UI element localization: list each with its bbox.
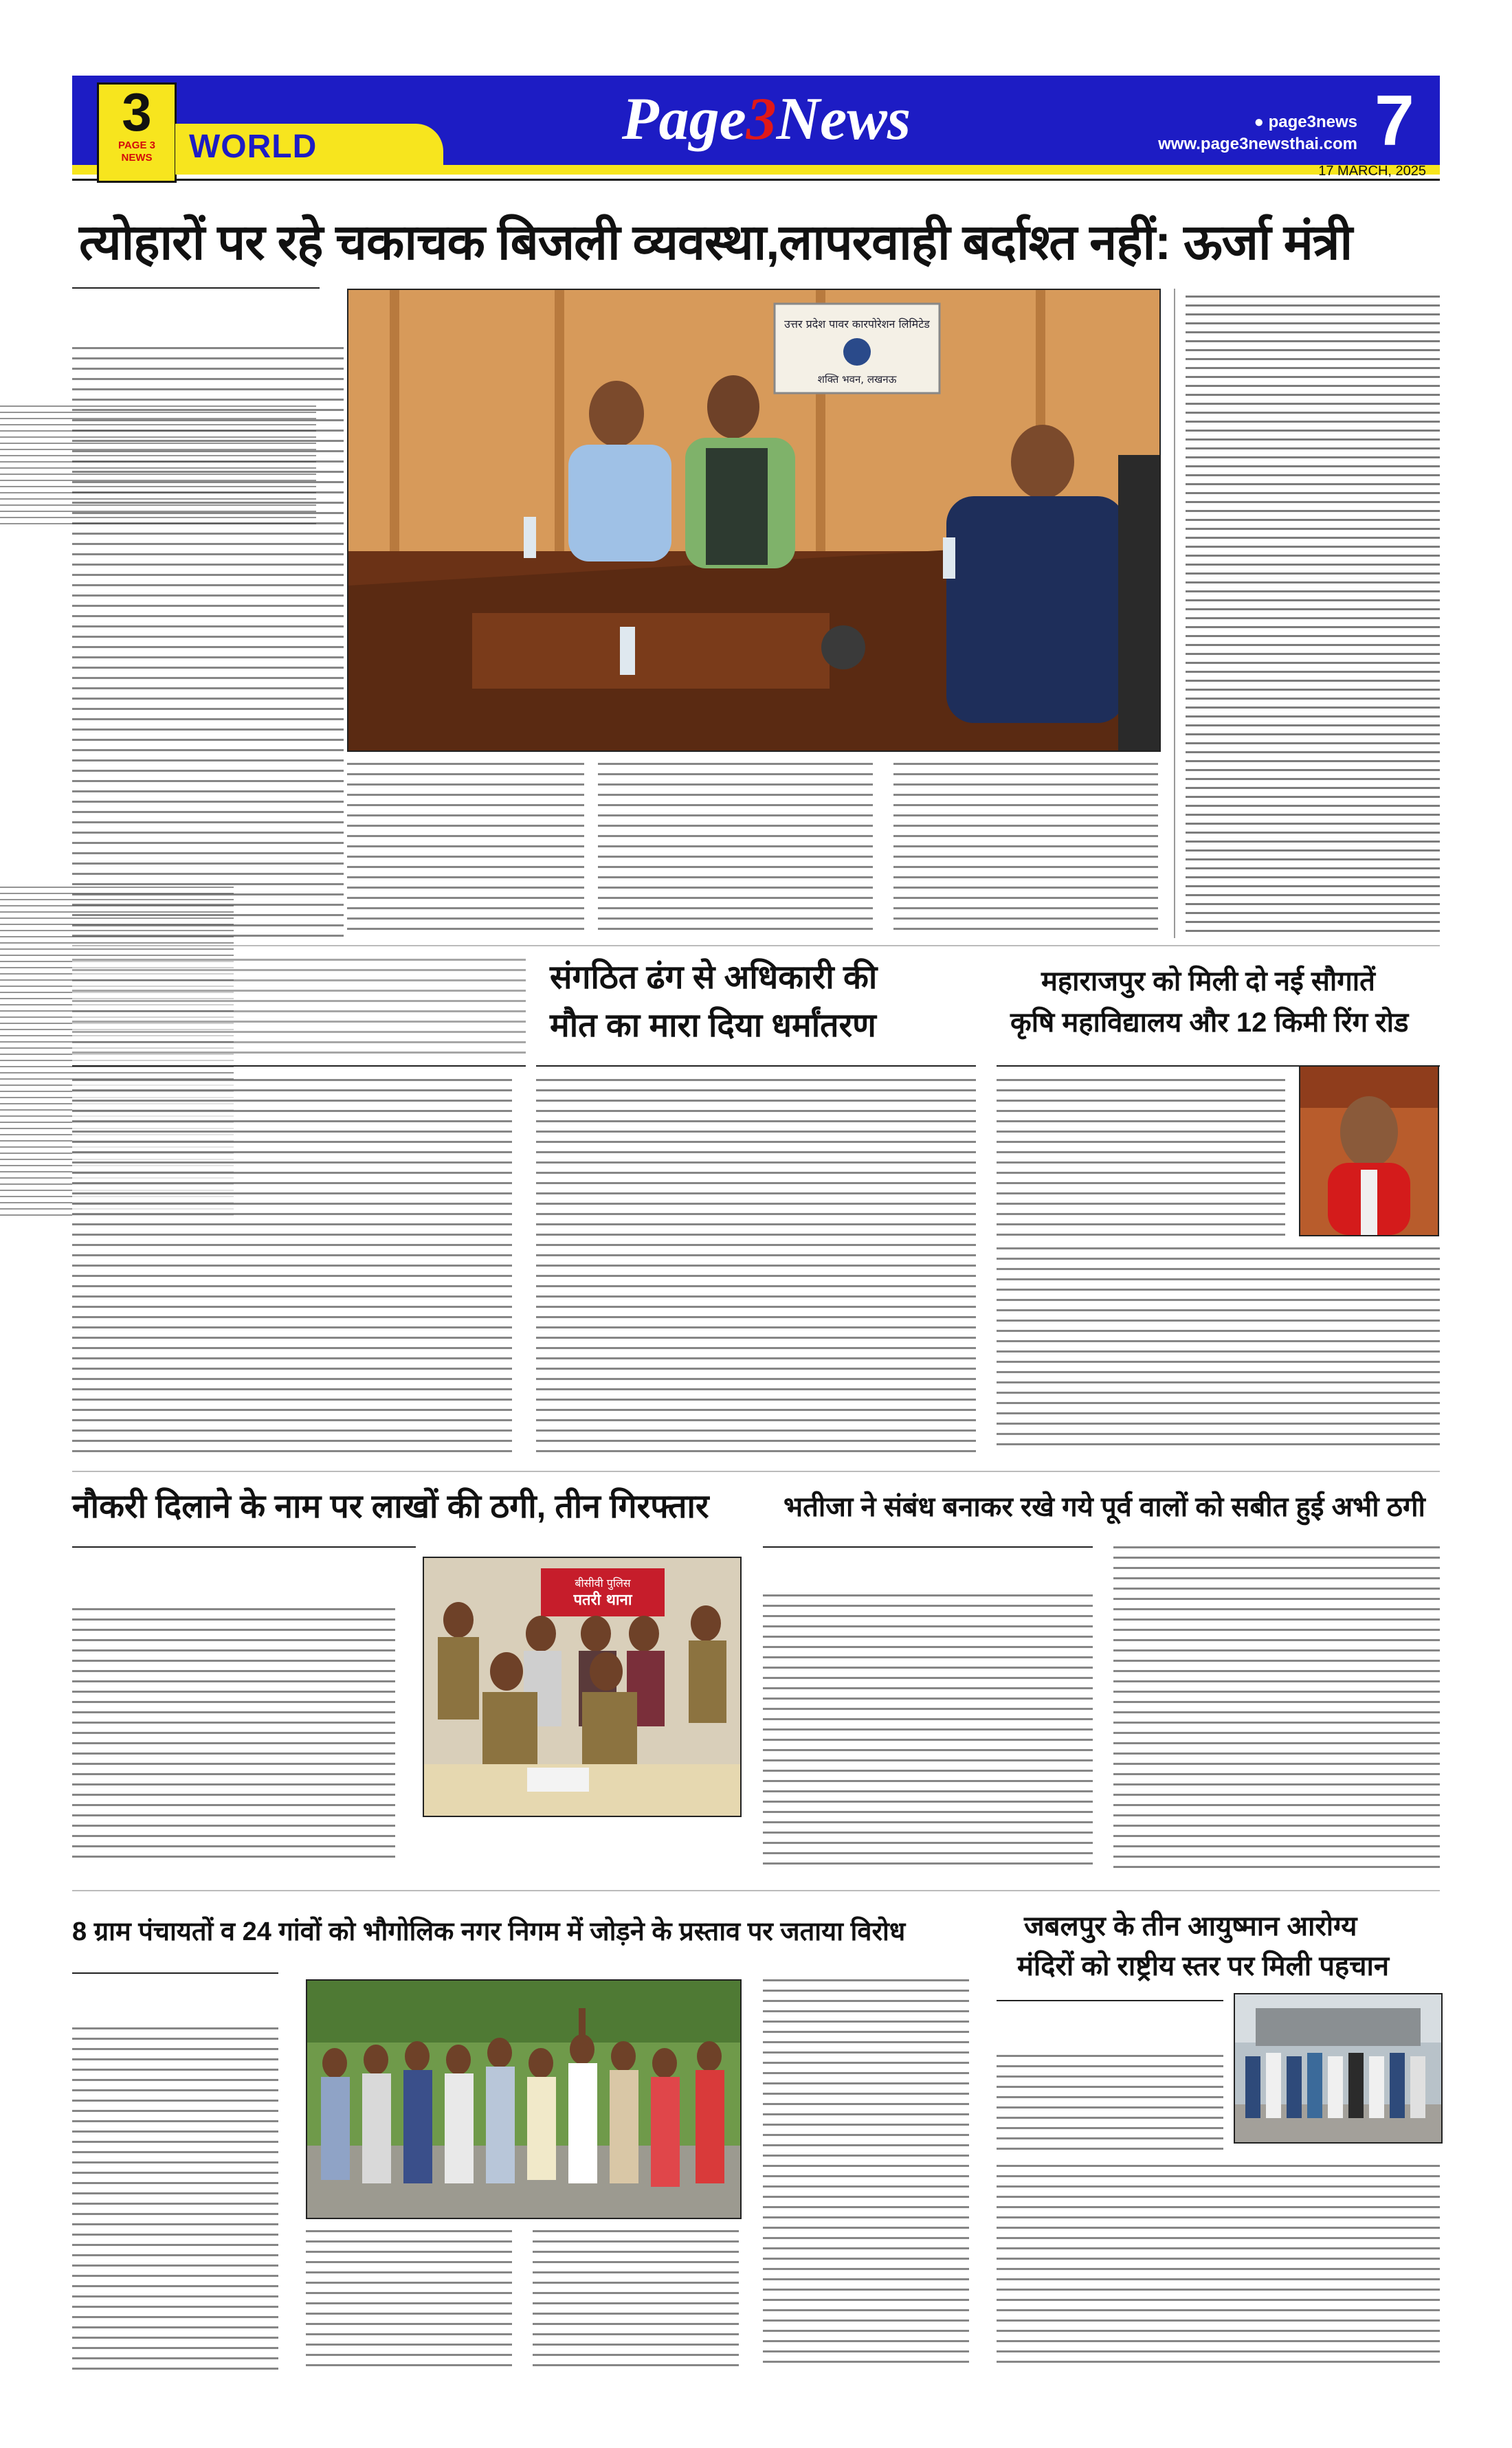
police-banner-line2: पतरी थाना xyxy=(573,1592,632,1609)
panchayat-headline: 8 ग्राम पंचायतों व 24 गांवों को भौगोलिक नगर निगम में जोड़ने के प्रस्ताव पर जताया विरोध xyxy=(72,1917,906,1946)
mid-right-text-1 xyxy=(997,1079,1285,1237)
issue-date: 17 MARCH, 2025 xyxy=(1318,164,1426,179)
column-divider xyxy=(1174,289,1175,938)
brand-left: Page xyxy=(621,86,746,153)
meeting-photo-illustration xyxy=(348,290,1159,750)
ayush-photo xyxy=(1234,1993,1443,2144)
office-board-line2: शक्ति भवन, लखनऊ xyxy=(817,373,897,386)
mid-left-text xyxy=(72,1079,512,1454)
section-label: WORLD xyxy=(189,129,318,165)
lead-text-column-4 xyxy=(893,763,1158,938)
section-divider-3 xyxy=(72,1890,1440,1891)
ayush-headline-line1: जबलपुर के तीन आयुष्मान आरोग्य xyxy=(1024,1911,1357,1941)
police-photo-caption xyxy=(416,1821,739,1862)
scan-artefact xyxy=(0,405,316,529)
logo-sub-page: PAGE 3 xyxy=(118,140,155,151)
protest-photo-illustration xyxy=(307,1981,740,2218)
fraud-right-rule xyxy=(763,1546,1093,1548)
ayush-headline-line2: मंदिरों को राष्ट्रीय स्तर पर मिली पहचान xyxy=(1017,1951,1390,1981)
section-divider-1 xyxy=(72,945,1440,946)
brand-number: 3 xyxy=(746,86,777,153)
mid-center-headline-line2: मौत का मारा दिया धर्मांतरण xyxy=(550,1008,876,1044)
jobs-text xyxy=(72,1608,395,1862)
police-banner-line1: बीसीवी पुलिस xyxy=(575,1577,631,1590)
protest-photo xyxy=(306,1979,742,2219)
jobs-rule xyxy=(72,1546,416,1548)
lead-photo xyxy=(347,289,1161,752)
section-divider-2 xyxy=(72,1471,1440,1472)
lead-byline-rule xyxy=(72,287,320,289)
logo-sub-news: NEWS xyxy=(121,152,153,164)
fraud-right-text-2 xyxy=(1113,1546,1440,1869)
police-photo xyxy=(423,1557,742,1817)
masthead-contact xyxy=(1151,111,1357,155)
mid-center-text xyxy=(536,1079,976,1454)
ayush-text-2 xyxy=(997,2165,1440,2371)
masthead-rule xyxy=(72,179,1440,181)
jobs-headline: नौकरी दिलाने के नाम पर लाखों की ठगी, तीन गिरफ्तार xyxy=(72,1489,709,1525)
panchayat-text-3 xyxy=(533,2230,739,2371)
ayush-photo-illustration xyxy=(1235,1994,1441,2142)
mid-right-headline-line1: महाराजपुर को मिली दो नई सौगातें xyxy=(1041,966,1375,997)
logo-number: 3 xyxy=(122,82,152,142)
portrait-photo xyxy=(1299,1065,1439,1236)
fraud-right-text-1 xyxy=(763,1594,1093,1869)
social-handle: ● page3news xyxy=(1254,113,1357,131)
page-number: 7 xyxy=(1375,81,1414,161)
mid-left-rule xyxy=(72,1065,526,1067)
lead-text-column-3 xyxy=(598,763,873,938)
section-tab xyxy=(175,124,443,175)
office-board-line1: उत्तर प्रदेश पावर कारपोरेशन लिमिटेड xyxy=(784,318,930,331)
portrait-illustration xyxy=(1300,1067,1438,1235)
lead-headline: त्योहारों पर रहे चकाचक बिजली व्यवस्था,लापरवाही बर्दाश्त नहीं: ऊर्जा मंत्री xyxy=(79,215,1353,270)
brand-right: News xyxy=(776,86,911,153)
lead-text-column-5 xyxy=(1186,296,1440,938)
masthead xyxy=(72,76,1440,186)
lead-photo-caption xyxy=(412,687,770,742)
ayush-rule xyxy=(997,2000,1223,2001)
panchayat-text-4 xyxy=(763,1979,969,2371)
panchayat-rule xyxy=(72,1972,278,1974)
mid-center-headline-line1: संगठित ढंग से अधिकारी की xyxy=(550,959,878,996)
fraud-right-headline: भतीजा ने संबंध बनाकर रखे गये पूर्व वालों को सबीत हुई अभी ठगी xyxy=(783,1492,1425,1522)
lead-text-column-2 xyxy=(347,763,584,938)
ayush-text-1 xyxy=(997,2055,1223,2158)
mid-right-headline-line2: कृषि महाविद्यालय और 12 किमी रिंग रोड xyxy=(1010,1008,1409,1038)
mid-left-headline-area xyxy=(72,959,526,1062)
mid-center-rule xyxy=(536,1065,976,1067)
brand-wordmark xyxy=(608,78,924,161)
police-photo-illustration xyxy=(424,1558,740,1816)
panchayat-text-2 xyxy=(306,2230,512,2371)
panchayat-text-1 xyxy=(72,2027,278,2371)
website-link[interactable]: www.page3newsthai.com xyxy=(1158,135,1357,153)
mid-right-text-2 xyxy=(997,1247,1440,1454)
page3-logo xyxy=(97,82,177,183)
